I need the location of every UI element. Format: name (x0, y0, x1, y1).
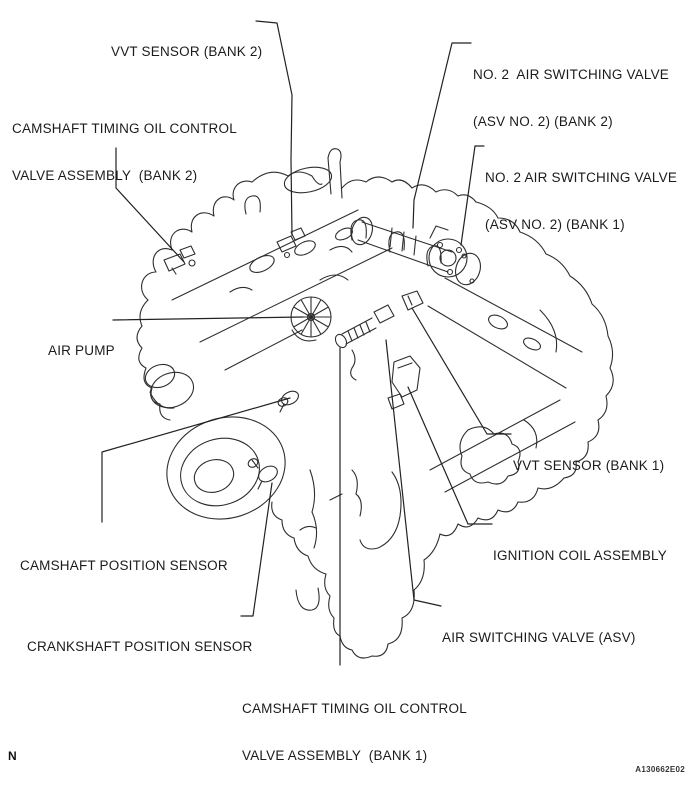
callout-crankshaft-position-sensor (27, 608, 253, 686)
callout-text: (ASV NO. 2) (BANK 2) (473, 113, 613, 129)
callout-text: VVT SENSOR (BANK 1) (513, 458, 665, 473)
leader-camshaft-position-sensor (102, 398, 290, 522)
leader-no2-asv-bank2 (413, 43, 471, 228)
leader-air-pump (113, 317, 303, 320)
leader-air-switching-valve (386, 340, 441, 606)
ignition-coil-part (392, 356, 420, 397)
callout-air-switching-valve (442, 599, 636, 677)
callout-text: VALVE ASSEMBLY (BANK 1) (242, 747, 428, 763)
page-marker: N (8, 749, 17, 763)
callout-text: CAMSHAFT TIMING OIL CONTROL (12, 121, 237, 136)
callout-air-pump (48, 312, 115, 390)
callout-text: (ASV NO. 2) (BANK 1) (485, 216, 625, 232)
ocv-bank2-part (164, 254, 185, 271)
callout-text: AIR SWITCHING VALVE (ASV) (442, 630, 636, 645)
callout-camshaft-position-sensor (20, 527, 228, 605)
callout-vvt-sensor-bank2 (111, 13, 262, 91)
callout-text: AIR PUMP (48, 343, 115, 358)
callout-text: NO. 2 AIR SWITCHING VALVE (473, 67, 669, 82)
callout-ignition-coil-assembly (493, 517, 667, 595)
callout-no2-air-switching-valve-bank1 (485, 139, 677, 263)
callout-text: CAMSHAFT POSITION SENSOR (20, 558, 228, 573)
figure-id: A130662E02 (635, 765, 685, 774)
callout-text: VALVE ASSEMBLY (BANK 2) (12, 167, 198, 183)
vvt-sensor-bank1-part (402, 291, 423, 310)
callout-text: CAMSHAFT TIMING OIL CONTROL (242, 701, 467, 716)
callout-text: IGNITION COIL ASSEMBLY (493, 548, 667, 563)
callout-camshaft-timing-ocv-bank1 (242, 670, 467, 791)
leader-no2-asv-bank1 (461, 146, 484, 245)
callout-vvt-sensor-bank1 (513, 427, 664, 505)
leader-vvt-sensor-bank1 (412, 308, 511, 434)
callout-text: VVT SENSOR (BANK 2) (111, 44, 263, 59)
callout-camshaft-timing-ocv-bank2 (12, 90, 237, 214)
callout-text: CRANKSHAFT POSITION SENSOR (27, 639, 253, 654)
callout-text: NO. 2 AIR SWITCHING VALVE (485, 170, 678, 185)
leader-ignition-coil (408, 387, 492, 524)
leader-crankshaft-position-sensor (241, 483, 272, 616)
